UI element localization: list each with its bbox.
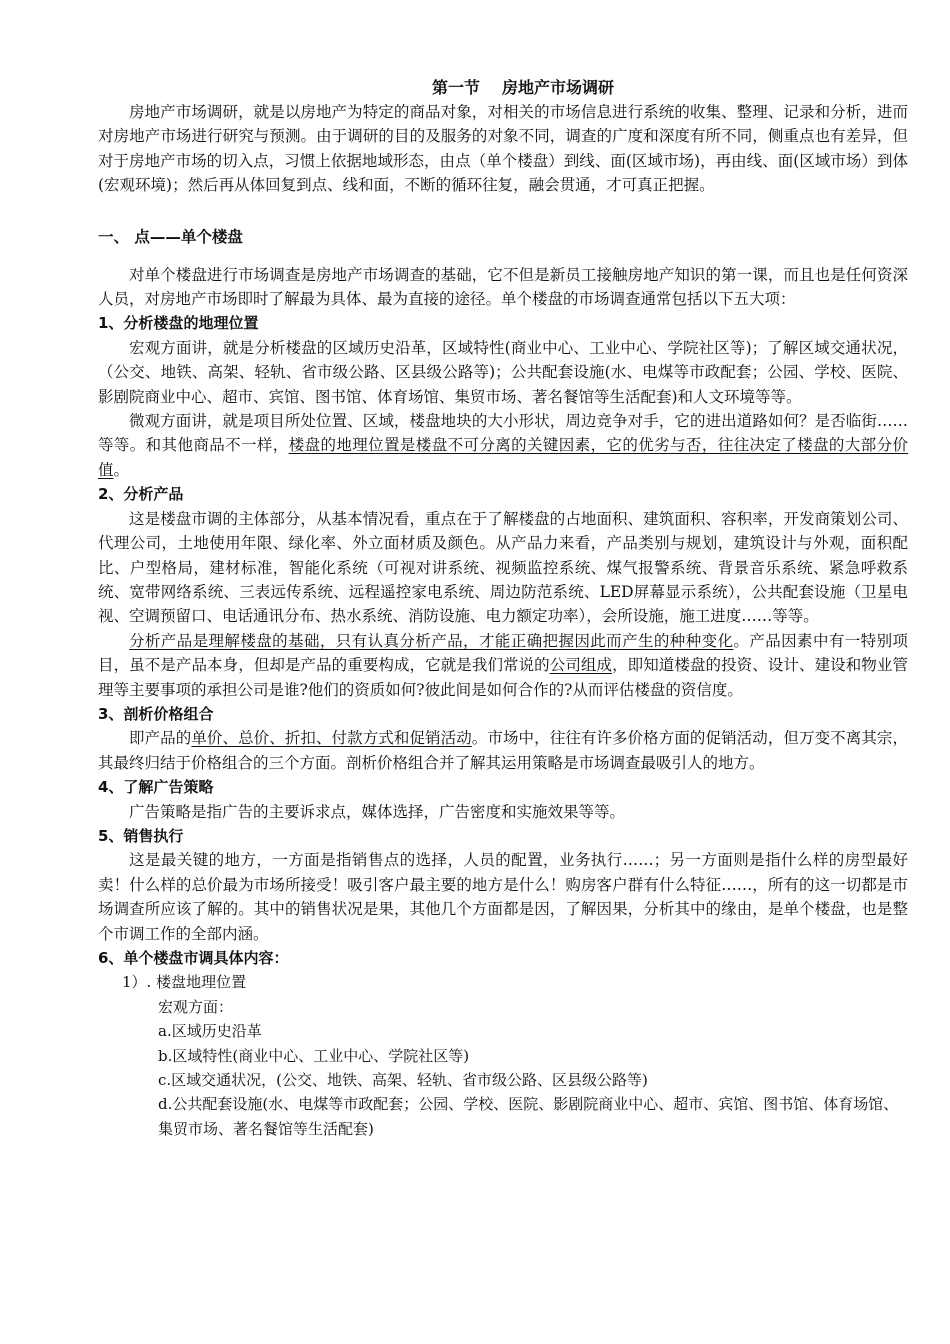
document-page (98, 76, 908, 1141)
product-paragraph: 这是楼盘市调的主体部分，从基本情况看，重点在于了解楼盘的占地面积、建筑面积、容积率，开发商策划公司、代理公司，土地使用年限、绿化率、外立面材质及颜色。从产品力来看，产品类别与规划，建筑设计与外观，面积配比、户型格局，建材标准，智能化系统（可视对讲系统、视频监控系统、煤气报警系统、背景音乐系统、紧急呼救系统、宽带网络系统、三表远传系统、远程遥控家电系统、周边防范系统、LED屏幕显示系统），公共配套设施（卫星电视、空调预留口、电话通讯分布、热水系统、消防设施、电力额定功率），会所设施，施工进度……等等。 (98, 509, 908, 626)
price-paragraph: 即产品的单价、总价、折扣、付款方式和促销活动。市场中，往往有许多价格方面的促销活动，但万变不离其宗，其最终归结于价格组合的三个方面。剖析价格组合并了解其运用策略是市场调查最吸引人的地方。 (98, 729, 908, 772)
heading-price-combination: 3、剖析价格组合 (98, 704, 214, 723)
product-company-paragraph: 分析产品是理解楼盘的基础，只有认真分析产品，才能正确把握因此而产生的种种变化。产品因素中有一特别项目，虽不是产品本身，但却是产品的重要构成，它就是我们常说的公司组成，即知道楼盘的投资、设计、建设和物业管理等主要事项的承担公司是谁?他们的资质如何?彼此间是如何合作的?从而评估楼盘的资信度。 (98, 631, 908, 699)
list-item: b.区域特性(商业中心、工业中心、学院社区等) (158, 1046, 470, 1065)
underlined-company-term: 公司组成 (549, 656, 613, 675)
heading-detailed-content: 6、单个楼盘市调具体内容： (98, 949, 289, 967)
list-item: a.区域历史沿革 (158, 1022, 262, 1041)
advertising-paragraph: 广告策略是指广告的主要诉求点，媒体选择，广告密度和实施效果等等。 (129, 802, 626, 821)
section-number: 第一节 (431, 78, 480, 97)
location-micro-paragraph: 微观方面讲，就是项目所处位置、区域，楼盘地块的大小形状，周边竞争对手，它的进出道路如何？是否临街……等等。和其他商品不一样，楼盘的地理位置是楼盘不可分离的关键因素，它的优劣与否，往往决定了楼盘的大部分价值。 (98, 412, 908, 479)
section1-intro-paragraph: 对单个楼盘进行市场调查是房地产市场调查的基础，它不但是新员工接触房地产知识的第一课，而且也是任何资深人员，对房地产市场即时了解最为具体、最为直接的途径。单个楼盘的市场调查通常包括以下五大项： (98, 265, 908, 309)
underlined-price-terms: 单价、总价、折扣、付款方式和促销活动 (191, 729, 472, 748)
intro-paragraph: 房地产市场调研，就是以房地产为特定的商品对象，对相关的市场信息进行系统的收集、整理、记录和分析，进而对房地产市场进行研究与预测。由于调研的目的及服务的对象不同，调查的广度和深度有所不同，侧重点也有差异，但对于房地产市场的切入点，习惯上依据地域形态，由点（单个楼盘）到线、面(区域市场)，再由线、面(区域市场）到体(宏观环境)；然后再从体回复到点、线和面，不断的循环往复，融会贯通，才可真正把握。 (98, 103, 908, 195)
subheading-location: 1）. 楼盘地理位置 (122, 973, 247, 992)
heading-point-single-building: 一、 点——单个楼盘 (98, 227, 243, 246)
underlined-key-point: 楼盘的地理位置是楼盘不可分离的关键因素，它的优劣与否，往往决定了楼盘的大部分价值 (98, 436, 908, 479)
list-item: c.区域交通状况，(公交、地铁、高架、轻轨、省市级公路、区县级公路等) (158, 1071, 648, 1090)
list-item: d.公共配套设施(水、电煤等市政配套；公园、学校、医院、影剧院商业中心、超市、宾馆、图书馆、体育场馆、集贸市场、著名餐馆等生活配套) (158, 1095, 899, 1138)
underlined-key-point: 分析产品是理解楼盘的基础，只有认真分析产品，才能正确把握因此而产生的种种变化 (129, 631, 734, 650)
heading-location-analysis: 1、分析楼盘的地理位置 (98, 314, 259, 333)
macro-label: 宏观方面： (158, 997, 234, 1016)
section-name: 房地产市场调研 (502, 78, 615, 97)
location-macro-paragraph: 宏观方面讲，就是分析楼盘的区域历史沿革，区域特性(商业中心、工业中心、学院社区等)；了解区域交通状况，（公交、地铁、高架、轻轨、省市级公路、区县级公路等)；公共配套设施(水、电煤等市政配套；公园、学校、医院、影剧院商业中心、超市、宾馆、图书馆、体育场馆、集贸市场、著名餐馆等生活配套)和人文环境等等。 (98, 338, 908, 406)
heading-sales-execution: 5、销售执行 (98, 826, 184, 845)
heading-product-analysis: 2、分析产品 (98, 485, 184, 504)
sales-paragraph: 这是最关键的地方，一方面是指销售点的选择，人员的配置，业务执行……；另一方面则是指什么样的房型最好卖！什么样的总价最为市场所接受！吸引客户最主要的地方是什么！购房客户群有什么特征……，所有的这一切都是市场调查所应该了解的。其中的销售状况是果，其他几个方面都是因，了解因果，分析其中的缘由，是单个楼盘，也是整个市调工作的全部内涵。 (98, 851, 908, 943)
section-title (138, 76, 908, 100)
heading-advertising-strategy: 4、了解广告策略 (98, 778, 214, 797)
